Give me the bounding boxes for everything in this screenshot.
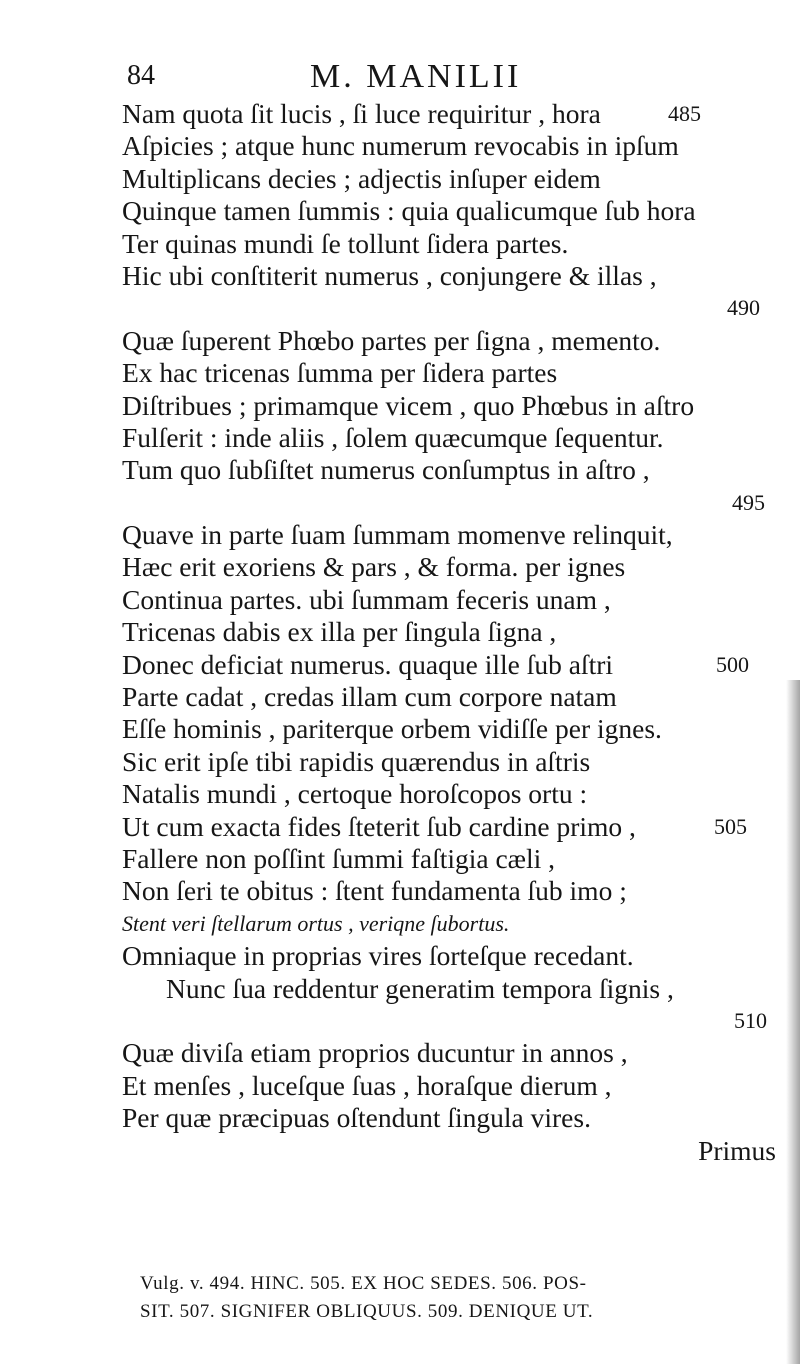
variant-readings: [140, 1270, 780, 1326]
verse-line: Quæ ſuperent Phœbo partes per ſigna , memento.: [122, 324, 661, 356]
verse-line: Ut cum exacta fides ſteterit ſub cardine primo , 505: [122, 810, 747, 842]
verse-line: Quæ diviſa etiam proprios ducuntur in annos ,: [122, 1037, 628, 1069]
verse-line: Ex hac tricenas ſumma per ſidera partes: [122, 357, 558, 389]
verse-line: Sic erit ipſe tibi rapidis quærendus in aſtris: [122, 745, 591, 777]
verse-line: Tum quo ſubſiſtet numerus conſumptus in aſtro ,: [122, 454, 650, 486]
verse-line: Quinque tamen ſummis : quia qualicumque ſub hora: [122, 195, 696, 227]
verse-line: Nam quota ſit lucis , ſi luce requiritur , hora 485: [122, 98, 701, 129]
line-number: 505: [714, 813, 747, 839]
verse-line: Ter quinas mundi ſe tollunt ſidera partes.: [122, 227, 569, 259]
verse-line: Hic ubi conſtiterit numerus , conjungere & illas ,: [122, 259, 657, 291]
line-number: 500: [716, 651, 749, 677]
page-edge-shadow: [786, 680, 800, 1364]
catchword: Primus: [698, 1134, 776, 1166]
verse-line: Continua partes. ubi ſummam feceris unam ,: [122, 583, 611, 615]
line-number: 510: [734, 1007, 767, 1033]
verse-line: Quave in parte ſuam ſummam momenve relinquit,: [122, 519, 673, 551]
line-number-row: [122, 487, 798, 519]
verse-text: [122, 98, 798, 1167]
verse-line: Natalis mundi , certoque horoſcopos ortu :: [122, 778, 588, 810]
note-line: SIT. 507. SIGNIFER OBLIQUUS. 509. DENIQUE UT.: [140, 1301, 594, 1322]
verse-line: Donec deficiat numerus. quaque ille ſub aſtri 500: [122, 648, 749, 680]
verse-line: Multiplicans decies ; adjectis inſuper eidem: [122, 162, 601, 194]
note-line: Vulg. v. 494. HINC. 505. EX HOC SEDES. 506. POS-: [140, 1273, 587, 1294]
verse-line: Eſſe hominis , pariterque orbem vidiſſe per ignes.: [122, 713, 662, 745]
line-number: 490: [727, 295, 760, 321]
verse-line: Per quæ præcipuas oſtendunt ſingula vires.: [122, 1102, 591, 1134]
verse-line: Omniaque in proprias vires ſorteſque recedant.: [122, 940, 634, 972]
verse-line: Fulſerit : inde aliis , ſolem quæcumque ſequentur.: [122, 421, 664, 453]
line-number-row: [122, 1005, 798, 1037]
verse-line: Fallere non poſſint ſummi faſtigia cæli ,: [122, 842, 556, 874]
running-head: M. MANILII: [310, 58, 522, 95]
verse-line-italic: Stent veri ſtellarum ortus , veriqne ſubortus.: [122, 910, 510, 936]
verse-line: Diſtribues ; primamque vicem , quo Phœbus in aſtro: [122, 389, 695, 421]
verse-line: Non ſeri te obitus : ſtent fundamenta ſub imo ;: [122, 875, 627, 907]
verse-line: Aſpicies ; atque hunc numerum revocabis in ipſum: [122, 130, 679, 162]
verse-line: Et menſes , luceſque ſuas , horaſque dierum ,: [122, 1069, 612, 1101]
verse-line: Nunc ſua reddentur generatim tempora ſignis ,: [166, 972, 674, 1004]
verse-line: Parte cadat , credas illam cum corpore natam: [122, 681, 617, 713]
line-number: 495: [732, 489, 765, 515]
verse-line: Hæc erit exoriens & pars , & forma. per ignes: [122, 551, 626, 583]
line-number: 485: [668, 101, 701, 126]
page-number: 84: [127, 60, 155, 91]
verse-line: Tricenas dabis ex illa per ſingula ſigna ,: [122, 616, 557, 648]
line-number-row: [122, 292, 798, 324]
